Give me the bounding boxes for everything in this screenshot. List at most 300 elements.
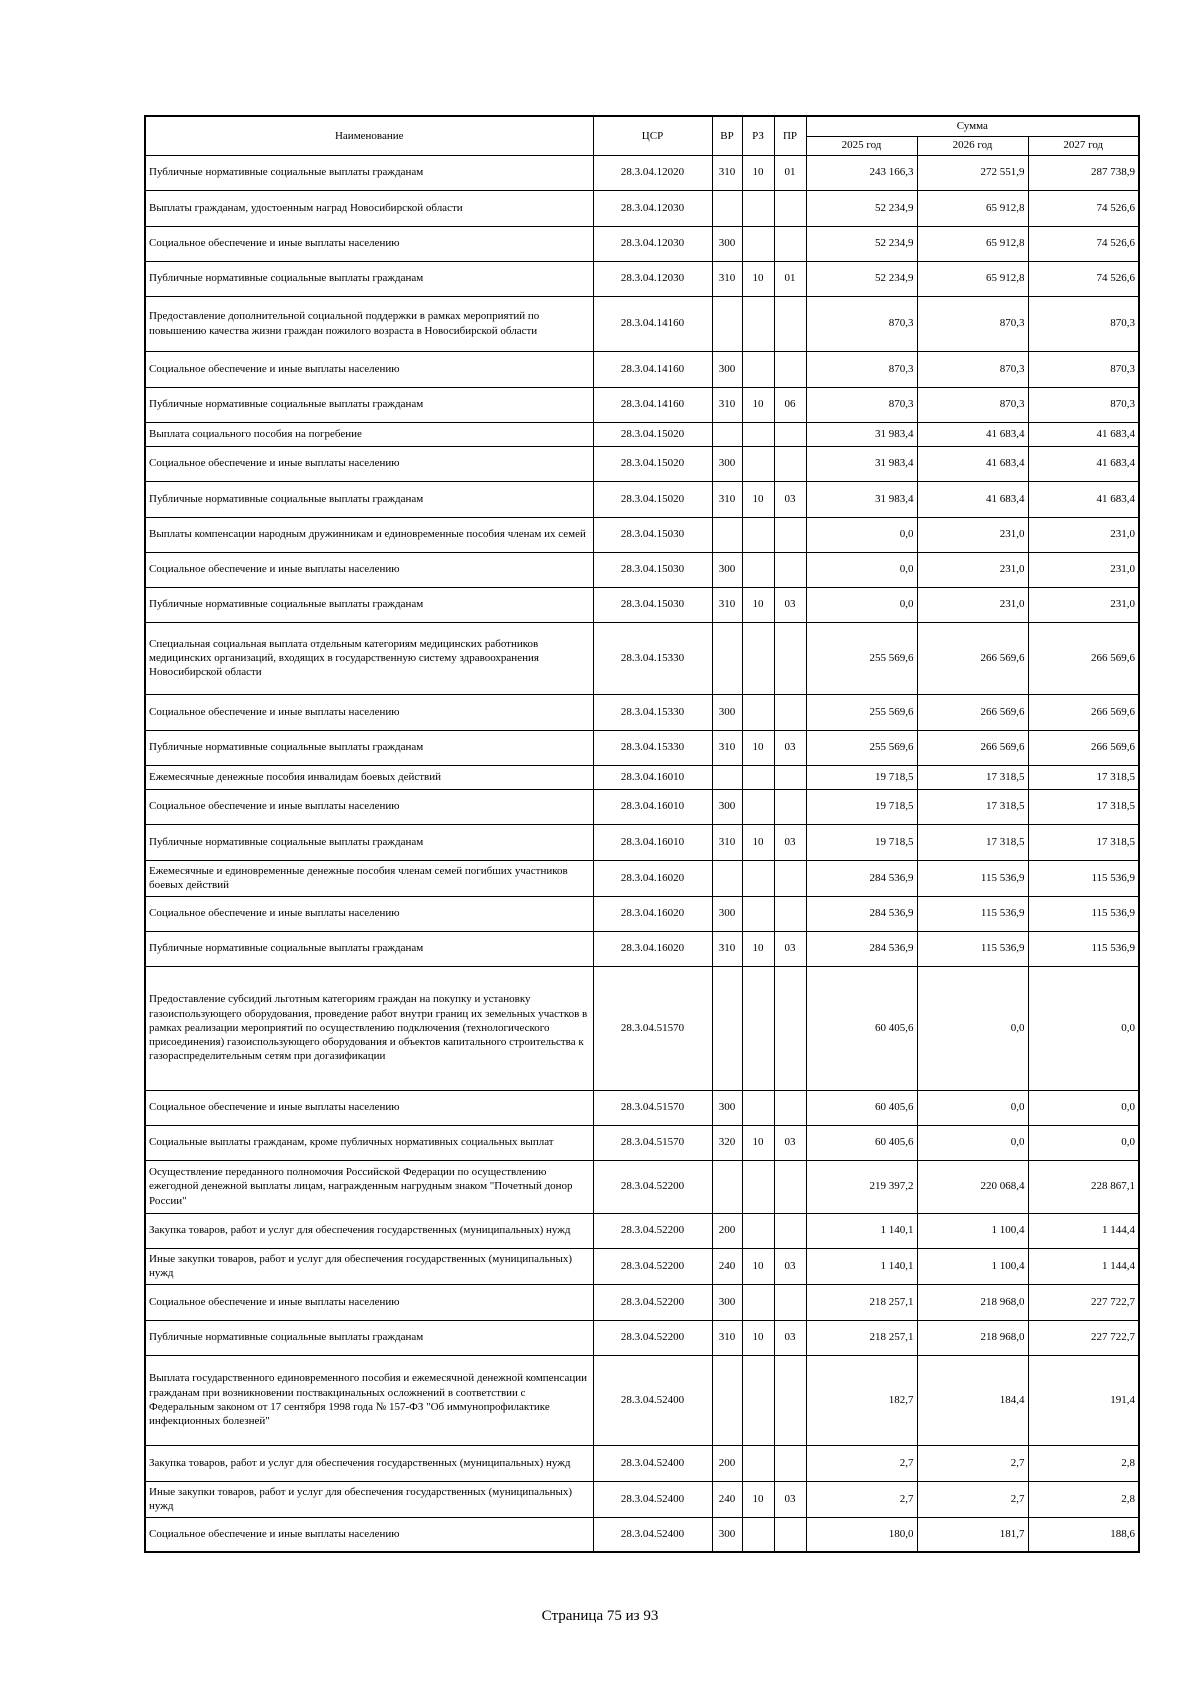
row-amount-2025: 31 983,4 <box>806 481 917 517</box>
row-amount-2027: 870,3 <box>1028 296 1139 351</box>
row-amount-2025: 218 257,1 <box>806 1284 917 1320</box>
row-csr: 28.3.04.15330 <box>593 694 712 730</box>
header-year-2027: 2027 год <box>1028 136 1139 155</box>
row-amount-2027: 1 144,4 <box>1028 1248 1139 1284</box>
row-amount-2026: 870,3 <box>917 351 1028 387</box>
row-vr: 310 <box>712 1320 742 1355</box>
row-amount-2025: 2,7 <box>806 1481 917 1517</box>
row-amount-2026: 218 968,0 <box>917 1284 1028 1320</box>
row-pr <box>774 351 806 387</box>
row-rz <box>742 446 774 481</box>
row-rz <box>742 1160 774 1213</box>
table-row <box>145 931 1139 966</box>
page-number: Страница 75 из 93 <box>541 1608 659 1624</box>
row-rz <box>742 789 774 824</box>
row-amount-2025: 19 718,5 <box>806 824 917 860</box>
row-vr <box>712 296 742 351</box>
row-amount-2026: 1 100,4 <box>917 1213 1028 1248</box>
table-row <box>145 190 1139 226</box>
row-rz <box>742 226 774 261</box>
row-amount-2027: 2,8 <box>1028 1445 1139 1481</box>
row-amount-2025: 52 234,9 <box>806 190 917 226</box>
row-amount-2026: 65 912,8 <box>917 190 1028 226</box>
row-vr: 300 <box>712 1284 742 1320</box>
row-amount-2025: 1 140,1 <box>806 1248 917 1284</box>
row-name: Закупка товаров, работ и услуг для обеспечения государственных (муниципальных) нужд <box>145 1445 593 1481</box>
header-pr: ПР <box>774 116 806 155</box>
row-vr: 300 <box>712 226 742 261</box>
row-amount-2026: 115 536,9 <box>917 896 1028 931</box>
row-amount-2027: 2,8 <box>1028 1481 1139 1517</box>
row-csr: 28.3.04.16020 <box>593 896 712 931</box>
row-amount-2027: 17 318,5 <box>1028 765 1139 789</box>
table-row <box>145 896 1139 931</box>
row-amount-2025: 219 397,2 <box>806 1160 917 1213</box>
row-pr <box>774 446 806 481</box>
row-amount-2026: 266 569,6 <box>917 730 1028 765</box>
row-csr: 28.3.04.16010 <box>593 789 712 824</box>
table-row <box>145 694 1139 730</box>
row-csr: 28.3.04.15020 <box>593 481 712 517</box>
row-amount-2025: 31 983,4 <box>806 446 917 481</box>
header-rz: РЗ <box>742 116 774 155</box>
table-row <box>145 1445 1139 1481</box>
row-rz: 10 <box>742 261 774 296</box>
row-pr: 01 <box>774 155 806 190</box>
row-name: Выплата государственного единовременного пособия и ежемесячной денежной компенсации гражданам при возникновении поствакцинальных осложнений в соответствии с Федеральным законом от 17 сентября 1998 года № 157-ФЗ "Об иммунопрофилактике инфекционных болезней" <box>145 1355 593 1445</box>
row-amount-2027: 287 738,9 <box>1028 155 1139 190</box>
row-pr: 03 <box>774 1125 806 1160</box>
row-amount-2026: 870,3 <box>917 296 1028 351</box>
table-row <box>145 261 1139 296</box>
row-pr <box>774 1090 806 1125</box>
row-rz <box>742 765 774 789</box>
row-pr <box>774 1213 806 1248</box>
row-amount-2026: 41 683,4 <box>917 481 1028 517</box>
row-vr: 310 <box>712 481 742 517</box>
row-pr: 03 <box>774 1481 806 1517</box>
row-amount-2027: 1 144,4 <box>1028 1213 1139 1248</box>
row-amount-2027: 115 536,9 <box>1028 896 1139 931</box>
row-amount-2027: 231,0 <box>1028 552 1139 587</box>
row-amount-2027: 17 318,5 <box>1028 789 1139 824</box>
row-name: Социальное обеспечение и иные выплаты населению <box>145 896 593 931</box>
row-name: Публичные нормативные социальные выплаты гражданам <box>145 587 593 622</box>
row-pr <box>774 789 806 824</box>
row-name: Социальное обеспечение и иные выплаты населению <box>145 789 593 824</box>
row-name: Выплата социального пособия на погребение <box>145 422 593 446</box>
row-name: Публичные нормативные социальные выплаты гражданам <box>145 824 593 860</box>
table-row <box>145 1355 1139 1445</box>
row-csr: 28.3.04.15020 <box>593 422 712 446</box>
row-csr: 28.3.04.52200 <box>593 1248 712 1284</box>
row-amount-2027: 231,0 <box>1028 517 1139 552</box>
row-amount-2026: 17 318,5 <box>917 824 1028 860</box>
row-vr: 300 <box>712 896 742 931</box>
table-row <box>145 1248 1139 1284</box>
row-amount-2026: 870,3 <box>917 387 1028 422</box>
row-csr: 28.3.04.51570 <box>593 1090 712 1125</box>
row-name: Ежемесячные денежные пособия инвалидам боевых действий <box>145 765 593 789</box>
row-rz: 10 <box>742 931 774 966</box>
row-amount-2027: 41 683,4 <box>1028 481 1139 517</box>
row-amount-2027: 74 526,6 <box>1028 190 1139 226</box>
row-rz <box>742 896 774 931</box>
row-amount-2025: 1 140,1 <box>806 1213 917 1248</box>
table-row <box>145 446 1139 481</box>
row-vr: 310 <box>712 387 742 422</box>
table-row <box>145 155 1139 190</box>
row-amount-2027: 870,3 <box>1028 387 1139 422</box>
table-row <box>145 587 1139 622</box>
row-amount-2026: 266 569,6 <box>917 622 1028 694</box>
row-amount-2026: 2,7 <box>917 1445 1028 1481</box>
row-vr <box>712 966 742 1090</box>
row-vr: 300 <box>712 1517 742 1552</box>
row-rz <box>742 860 774 896</box>
row-pr: 03 <box>774 931 806 966</box>
row-csr: 28.3.04.52400 <box>593 1445 712 1481</box>
row-amount-2026: 115 536,9 <box>917 931 1028 966</box>
row-vr <box>712 860 742 896</box>
row-amount-2025: 60 405,6 <box>806 1090 917 1125</box>
row-name: Предоставление дополнительной социальной поддержки в рамках мероприятий по повышению качества жизни граждан пожилого возраста в Новосибирской области <box>145 296 593 351</box>
table-row <box>145 1481 1139 1517</box>
row-vr: 300 <box>712 446 742 481</box>
row-amount-2025: 0,0 <box>806 587 917 622</box>
row-vr: 310 <box>712 155 742 190</box>
row-amount-2025: 60 405,6 <box>806 966 917 1090</box>
table-row <box>145 765 1139 789</box>
row-rz <box>742 422 774 446</box>
row-amount-2026: 218 968,0 <box>917 1320 1028 1355</box>
row-amount-2025: 0,0 <box>806 552 917 587</box>
table-row <box>145 1213 1139 1248</box>
row-rz: 10 <box>742 1125 774 1160</box>
row-vr: 300 <box>712 694 742 730</box>
row-vr <box>712 1160 742 1213</box>
row-amount-2027: 115 536,9 <box>1028 860 1139 896</box>
row-amount-2027: 0,0 <box>1028 1090 1139 1125</box>
row-amount-2027: 191,4 <box>1028 1355 1139 1445</box>
row-amount-2026: 0,0 <box>917 966 1028 1090</box>
table-row <box>145 226 1139 261</box>
row-rz: 10 <box>742 1481 774 1517</box>
row-amount-2025: 19 718,5 <box>806 765 917 789</box>
row-pr <box>774 860 806 896</box>
row-amount-2027: 227 722,7 <box>1028 1320 1139 1355</box>
row-csr: 28.3.04.12030 <box>593 261 712 296</box>
row-name: Социальные выплаты гражданам, кроме публичных нормативных социальных выплат <box>145 1125 593 1160</box>
header-csr: ЦСР <box>593 116 712 155</box>
row-amount-2026: 17 318,5 <box>917 789 1028 824</box>
row-name: Социальное обеспечение и иные выплаты населению <box>145 1090 593 1125</box>
row-amount-2026: 0,0 <box>917 1090 1028 1125</box>
row-csr: 28.3.04.16010 <box>593 824 712 860</box>
row-vr <box>712 1355 742 1445</box>
table-row <box>145 860 1139 896</box>
header-vr: ВР <box>712 116 742 155</box>
table-row <box>145 351 1139 387</box>
row-csr: 28.3.04.52200 <box>593 1213 712 1248</box>
table-row <box>145 552 1139 587</box>
row-amount-2026: 115 536,9 <box>917 860 1028 896</box>
row-pr: 03 <box>774 824 806 860</box>
row-pr <box>774 296 806 351</box>
row-pr <box>774 190 806 226</box>
row-rz <box>742 694 774 730</box>
table-row <box>145 622 1139 694</box>
header-name: Наименование <box>145 116 593 155</box>
row-name: Социальное обеспечение и иные выплаты населению <box>145 351 593 387</box>
row-amount-2027: 228 867,1 <box>1028 1160 1139 1213</box>
row-name: Публичные нормативные социальные выплаты гражданам <box>145 730 593 765</box>
row-amount-2025: 255 569,6 <box>806 730 917 765</box>
table-row <box>145 1320 1139 1355</box>
row-amount-2026: 231,0 <box>917 587 1028 622</box>
row-csr: 28.3.04.14160 <box>593 387 712 422</box>
row-rz <box>742 296 774 351</box>
row-rz: 10 <box>742 824 774 860</box>
row-rz <box>742 552 774 587</box>
row-amount-2025: 19 718,5 <box>806 789 917 824</box>
row-rz: 10 <box>742 587 774 622</box>
row-name: Публичные нормативные социальные выплаты гражданам <box>145 261 593 296</box>
row-pr <box>774 765 806 789</box>
row-csr: 28.3.04.12030 <box>593 226 712 261</box>
row-pr <box>774 1445 806 1481</box>
row-pr: 03 <box>774 1320 806 1355</box>
row-name: Закупка товаров, работ и услуг для обеспечения государственных (муниципальных) нужд <box>145 1213 593 1248</box>
row-amount-2027: 0,0 <box>1028 1125 1139 1160</box>
row-amount-2027: 0,0 <box>1028 966 1139 1090</box>
row-amount-2027: 74 526,6 <box>1028 226 1139 261</box>
row-rz: 10 <box>742 730 774 765</box>
row-amount-2027: 115 536,9 <box>1028 931 1139 966</box>
row-amount-2027: 870,3 <box>1028 351 1139 387</box>
row-amount-2027: 74 526,6 <box>1028 261 1139 296</box>
row-vr <box>712 765 742 789</box>
row-rz <box>742 966 774 1090</box>
row-csr: 28.3.04.12030 <box>593 190 712 226</box>
row-pr <box>774 1517 806 1552</box>
row-csr: 28.3.04.16010 <box>593 765 712 789</box>
row-name: Публичные нормативные социальные выплаты гражданам <box>145 931 593 966</box>
row-csr: 28.3.04.15030 <box>593 552 712 587</box>
row-rz: 10 <box>742 481 774 517</box>
row-amount-2025: 870,3 <box>806 387 917 422</box>
row-amount-2026: 41 683,4 <box>917 446 1028 481</box>
row-name: Социальное обеспечение и иные выплаты населению <box>145 694 593 730</box>
row-pr <box>774 552 806 587</box>
table-row <box>145 1125 1139 1160</box>
row-name: Ежемесячные и единовременные денежные пособия членам семей погибших участников боевых действий <box>145 860 593 896</box>
table-row <box>145 1517 1139 1552</box>
row-name: Осуществление переданного полномочия Российской Федерации по осуществлению ежегодной денежной выплаты лицам, награжденным нагрудным знаком "Почетный донор России" <box>145 1160 593 1213</box>
row-vr <box>712 190 742 226</box>
row-name: Социальное обеспечение и иные выплаты населению <box>145 552 593 587</box>
row-amount-2025: 870,3 <box>806 296 917 351</box>
row-csr: 28.3.04.16020 <box>593 860 712 896</box>
row-csr: 28.3.04.15330 <box>593 622 712 694</box>
row-vr <box>712 622 742 694</box>
row-vr: 310 <box>712 931 742 966</box>
table-row <box>145 824 1139 860</box>
row-vr: 310 <box>712 824 742 860</box>
table-row <box>145 730 1139 765</box>
row-name: Иные закупки товаров, работ и услуг для обеспечения государственных (муниципальных) нужд <box>145 1481 593 1517</box>
row-csr: 28.3.04.52400 <box>593 1355 712 1445</box>
row-amount-2025: 870,3 <box>806 351 917 387</box>
table-row <box>145 1284 1139 1320</box>
row-amount-2026: 231,0 <box>917 552 1028 587</box>
row-amount-2025: 218 257,1 <box>806 1320 917 1355</box>
row-amount-2026: 184,4 <box>917 1355 1028 1445</box>
row-name: Социальное обеспечение и иные выплаты населению <box>145 446 593 481</box>
row-amount-2025: 284 536,9 <box>806 896 917 931</box>
row-vr: 300 <box>712 351 742 387</box>
row-name: Социальное обеспечение и иные выплаты населению <box>145 226 593 261</box>
row-name: Выплаты гражданам, удостоенным наград Новосибирской области <box>145 190 593 226</box>
table-row <box>145 517 1139 552</box>
table-row <box>145 966 1139 1090</box>
row-rz <box>742 517 774 552</box>
row-rz <box>742 351 774 387</box>
row-amount-2027: 266 569,6 <box>1028 730 1139 765</box>
row-rz <box>742 1284 774 1320</box>
row-amount-2025: 243 166,3 <box>806 155 917 190</box>
row-amount-2027: 227 722,7 <box>1028 1284 1139 1320</box>
row-amount-2025: 0,0 <box>806 517 917 552</box>
row-amount-2027: 41 683,4 <box>1028 446 1139 481</box>
row-name: Публичные нормативные социальные выплаты гражданам <box>145 481 593 517</box>
row-csr: 28.3.04.52200 <box>593 1320 712 1355</box>
row-pr: 03 <box>774 481 806 517</box>
table-header <box>145 116 1139 155</box>
row-csr: 28.3.04.12020 <box>593 155 712 190</box>
table-row <box>145 1090 1139 1125</box>
row-name: Публичные нормативные социальные выплаты гражданам <box>145 387 593 422</box>
row-pr <box>774 966 806 1090</box>
row-amount-2026: 65 912,8 <box>917 226 1028 261</box>
row-vr: 310 <box>712 587 742 622</box>
row-amount-2026: 17 318,5 <box>917 765 1028 789</box>
row-pr <box>774 1284 806 1320</box>
table-row <box>145 789 1139 824</box>
row-amount-2026: 272 551,9 <box>917 155 1028 190</box>
row-amount-2027: 231,0 <box>1028 587 1139 622</box>
table-row <box>145 387 1139 422</box>
row-rz <box>742 1090 774 1125</box>
row-amount-2025: 31 983,4 <box>806 422 917 446</box>
row-vr: 310 <box>712 261 742 296</box>
row-amount-2026: 41 683,4 <box>917 422 1028 446</box>
row-rz: 10 <box>742 155 774 190</box>
row-amount-2025: 182,7 <box>806 1355 917 1445</box>
header-year-2025: 2025 год <box>806 136 917 155</box>
row-csr: 28.3.04.14160 <box>593 296 712 351</box>
row-amount-2025: 52 234,9 <box>806 261 917 296</box>
row-rz: 10 <box>742 387 774 422</box>
row-amount-2025: 180,0 <box>806 1517 917 1552</box>
row-vr: 300 <box>712 552 742 587</box>
row-pr: 01 <box>774 261 806 296</box>
row-rz <box>742 1355 774 1445</box>
row-name: Социальное обеспечение и иные выплаты населению <box>145 1517 593 1552</box>
row-vr <box>712 422 742 446</box>
row-amount-2025: 2,7 <box>806 1445 917 1481</box>
budget-table <box>144 115 1140 1553</box>
row-vr <box>712 517 742 552</box>
row-amount-2027: 266 569,6 <box>1028 694 1139 730</box>
row-amount-2025: 284 536,9 <box>806 860 917 896</box>
row-vr: 240 <box>712 1248 742 1284</box>
row-rz: 10 <box>742 1248 774 1284</box>
row-amount-2025: 255 569,6 <box>806 694 917 730</box>
row-amount-2026: 220 068,4 <box>917 1160 1028 1213</box>
row-csr: 28.3.04.52200 <box>593 1160 712 1213</box>
row-name: Выплаты компенсации народным дружинникам и единовременные пособия членам их семей <box>145 517 593 552</box>
row-amount-2025: 52 234,9 <box>806 226 917 261</box>
row-csr: 28.3.04.15330 <box>593 730 712 765</box>
table-row <box>145 481 1139 517</box>
row-pr <box>774 422 806 446</box>
row-amount-2026: 266 569,6 <box>917 694 1028 730</box>
row-pr: 03 <box>774 587 806 622</box>
row-amount-2027: 17 318,5 <box>1028 824 1139 860</box>
row-name: Публичные нормативные социальные выплаты гражданам <box>145 1320 593 1355</box>
row-rz: 10 <box>742 1320 774 1355</box>
row-vr: 200 <box>712 1445 742 1481</box>
row-amount-2027: 188,6 <box>1028 1517 1139 1552</box>
row-amount-2027: 266 569,6 <box>1028 622 1139 694</box>
row-amount-2026: 65 912,8 <box>917 261 1028 296</box>
row-name: Предоставление субсидий льготным категориям граждан на покупку и установку газоиспользующего оборудования, проведение работ внутри границ их земельных участков в рамках реализации мероприятий по осуществлению подключения (технологического присоединения) газоиспользующего оборудования и объектов капитального строительства к газораспределительным сетям при догазификации <box>145 966 593 1090</box>
row-csr: 28.3.04.15030 <box>593 517 712 552</box>
header-sum: Сумма <box>806 116 1139 136</box>
row-vr: 320 <box>712 1125 742 1160</box>
row-pr <box>774 896 806 931</box>
table-row <box>145 422 1139 446</box>
row-amount-2027: 41 683,4 <box>1028 422 1139 446</box>
row-vr: 300 <box>712 789 742 824</box>
row-csr: 28.3.04.52400 <box>593 1481 712 1517</box>
row-rz <box>742 190 774 226</box>
row-rz <box>742 1517 774 1552</box>
row-amount-2026: 231,0 <box>917 517 1028 552</box>
row-amount-2025: 284 536,9 <box>806 931 917 966</box>
row-amount-2026: 1 100,4 <box>917 1248 1028 1284</box>
row-amount-2026: 2,7 <box>917 1481 1028 1517</box>
row-rz <box>742 1445 774 1481</box>
row-amount-2026: 181,7 <box>917 1517 1028 1552</box>
table-row <box>145 296 1139 351</box>
row-rz <box>742 622 774 694</box>
row-rz <box>742 1213 774 1248</box>
row-pr: 06 <box>774 387 806 422</box>
row-csr: 28.3.04.15030 <box>593 587 712 622</box>
row-pr <box>774 1355 806 1445</box>
row-pr <box>774 226 806 261</box>
row-vr: 240 <box>712 1481 742 1517</box>
row-amount-2025: 60 405,6 <box>806 1125 917 1160</box>
row-name: Социальное обеспечение и иные выплаты населению <box>145 1284 593 1320</box>
table-body <box>145 155 1139 1552</box>
row-vr: 300 <box>712 1090 742 1125</box>
row-amount-2025: 255 569,6 <box>806 622 917 694</box>
row-pr <box>774 694 806 730</box>
row-pr <box>774 622 806 694</box>
